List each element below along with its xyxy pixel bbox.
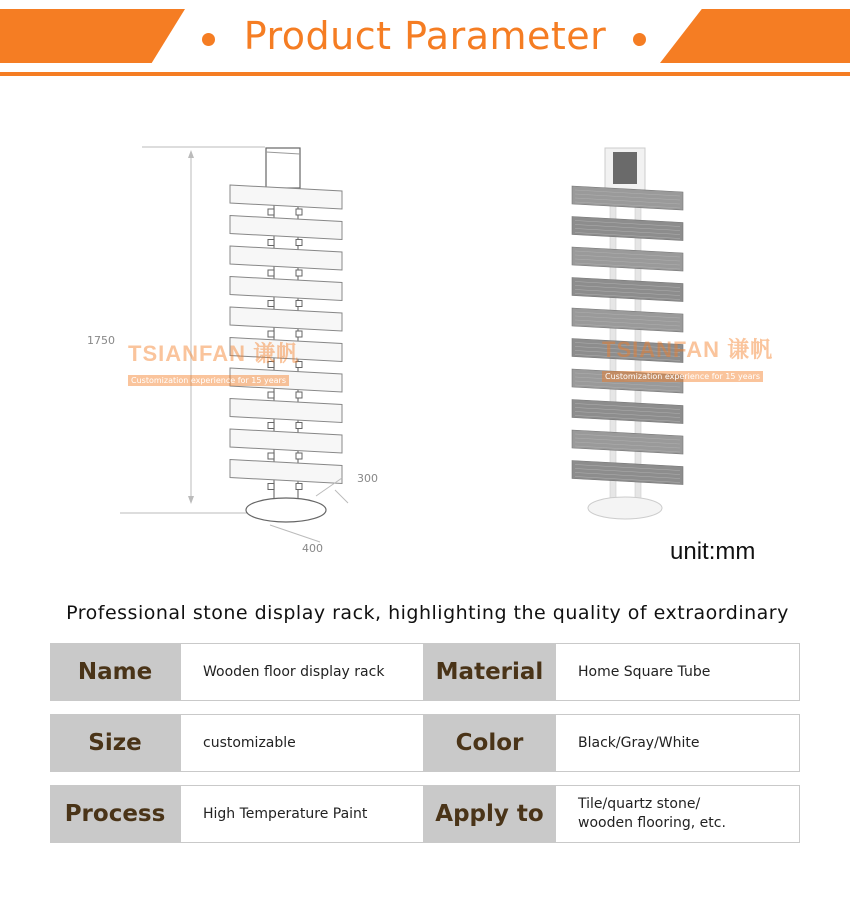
board-clip <box>268 270 274 276</box>
width-dimension-label: 400 <box>302 542 323 555</box>
display-board <box>230 338 342 362</box>
display-board <box>572 278 683 302</box>
display-board <box>572 308 683 332</box>
board-clip <box>296 453 302 459</box>
board-clip <box>268 423 274 429</box>
display-board <box>572 339 683 363</box>
display-board <box>572 247 683 271</box>
display-board <box>230 277 342 301</box>
board-clip <box>296 331 302 337</box>
spec-value: Wooden floor display rack <box>180 643 424 701</box>
spec-label: Name <box>50 643 180 701</box>
display-board <box>230 246 342 270</box>
technical-drawing <box>80 130 410 570</box>
spec-label: Color <box>424 714 555 772</box>
display-board <box>230 307 342 331</box>
spec-label: Material <box>424 643 555 701</box>
unit-label: unit:mm <box>670 538 756 565</box>
display-board <box>230 368 342 392</box>
board-clip <box>296 240 302 246</box>
spec-value: Black/Gray/White <box>555 714 800 772</box>
display-board <box>230 185 342 209</box>
spec-label: Size <box>50 714 180 772</box>
spec-label: Apply to <box>424 785 555 843</box>
display-board <box>572 461 683 485</box>
board-clip <box>296 362 302 368</box>
product-photo <box>555 140 795 530</box>
brand-watermark-right: TSIANFAN 谦帆 Customization experience for 15 years <box>602 337 774 381</box>
board-clip <box>268 362 274 368</box>
display-board <box>230 216 342 240</box>
board-clip <box>296 301 302 307</box>
spec-row <box>50 714 800 772</box>
board-clip <box>296 484 302 490</box>
spec-value: Tile/quartz stone/ wooden flooring, etc. <box>555 785 800 843</box>
product-headline: Professional stone display rack, highlighting the quality of extraordinary <box>66 602 789 624</box>
depth-dimension-label: 300 <box>357 472 378 485</box>
board-clip <box>296 392 302 398</box>
height-dimension-label: 1750 <box>87 334 115 347</box>
page-title: Product Parameter <box>243 14 607 58</box>
brand-watermark-left: TSIANFAN 谦帆 Customization experience for 15 years <box>128 341 300 385</box>
board-clip <box>296 270 302 276</box>
display-board <box>572 186 683 210</box>
board-clip <box>296 423 302 429</box>
board-clip <box>268 240 274 246</box>
spec-value: Home Square Tube <box>555 643 800 701</box>
spec-row <box>50 785 800 843</box>
spec-label: Process <box>50 785 180 843</box>
spec-row <box>50 643 800 701</box>
board-clip <box>268 484 274 490</box>
board-clip <box>296 209 302 215</box>
spec-value: High Temperature Paint <box>180 785 424 843</box>
display-board <box>230 460 342 484</box>
board-clip <box>268 453 274 459</box>
display-board <box>230 429 342 453</box>
display-board <box>572 369 683 393</box>
display-board <box>572 430 683 454</box>
board-clip <box>268 301 274 307</box>
board-clip <box>268 209 274 215</box>
display-board <box>572 400 683 424</box>
board-clip <box>268 392 274 398</box>
display-board <box>572 217 683 241</box>
spec-value: customizable <box>180 714 424 772</box>
header-divider <box>0 72 850 76</box>
board-clip <box>268 331 274 337</box>
display-board <box>230 399 342 423</box>
